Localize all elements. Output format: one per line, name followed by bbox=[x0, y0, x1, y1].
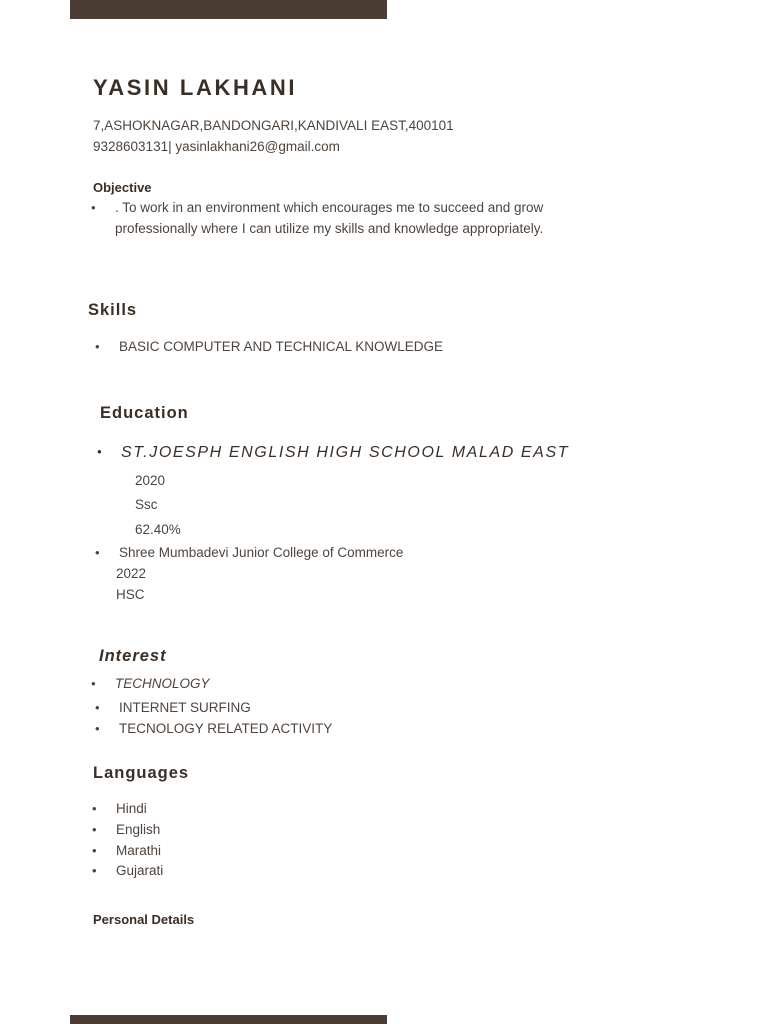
language-item: • Gujarati bbox=[116, 863, 163, 878]
objective-line-1: • . To work in an environment which encourages me to succeed and grow bbox=[115, 200, 543, 215]
school-1-score: 62.40% bbox=[135, 522, 181, 537]
school-2-year: 2022 bbox=[116, 566, 147, 581]
contact-info: 9328603131| yasinlakhani26@gmail.com bbox=[93, 139, 340, 154]
interest-heading: Interest bbox=[99, 647, 167, 665]
school-2-exam: HSC bbox=[116, 587, 145, 602]
interest-item: • INTERNET SURFING bbox=[119, 700, 251, 715]
school-1-year: 2020 bbox=[135, 473, 166, 488]
personal-details-heading: Personal Details bbox=[93, 912, 195, 927]
school-1-name: • ST.JOESPH ENGLISH HIGH SCHOOL MALAD EAST bbox=[121, 444, 569, 462]
interest-item: • TECNOLOGY RELATED ACTIVITY bbox=[119, 721, 332, 736]
objective-line-2: professionally where I can utilize my skills and knowledge appropriately. bbox=[115, 221, 544, 236]
candidate-name: YASIN LAKHANI bbox=[93, 75, 298, 100]
education-heading: Education bbox=[100, 404, 189, 422]
interest-item: • TECHNOLOGY bbox=[115, 676, 210, 691]
top-accent-bar bbox=[70, 0, 387, 19]
school-2-name: • Shree Mumbadevi Junior College of Commerce bbox=[119, 545, 403, 560]
skill-item: • BASIC COMPUTER AND TECHNICAL KNOWLEDGE bbox=[119, 339, 443, 354]
school-1-exam: Ssc bbox=[135, 497, 158, 512]
skills-heading: Skills bbox=[88, 301, 138, 319]
languages-heading: Languages bbox=[93, 764, 190, 782]
objective-heading: Objective bbox=[93, 180, 152, 195]
language-item: • English bbox=[116, 822, 160, 837]
bottom-accent-bar bbox=[70, 1015, 387, 1024]
address: 7,ASHOKNAGAR,BANDONGARI,KANDIVALI EAST,400101 bbox=[93, 118, 454, 133]
language-item: • Hindi bbox=[116, 801, 147, 816]
language-item: • Marathi bbox=[116, 843, 161, 858]
